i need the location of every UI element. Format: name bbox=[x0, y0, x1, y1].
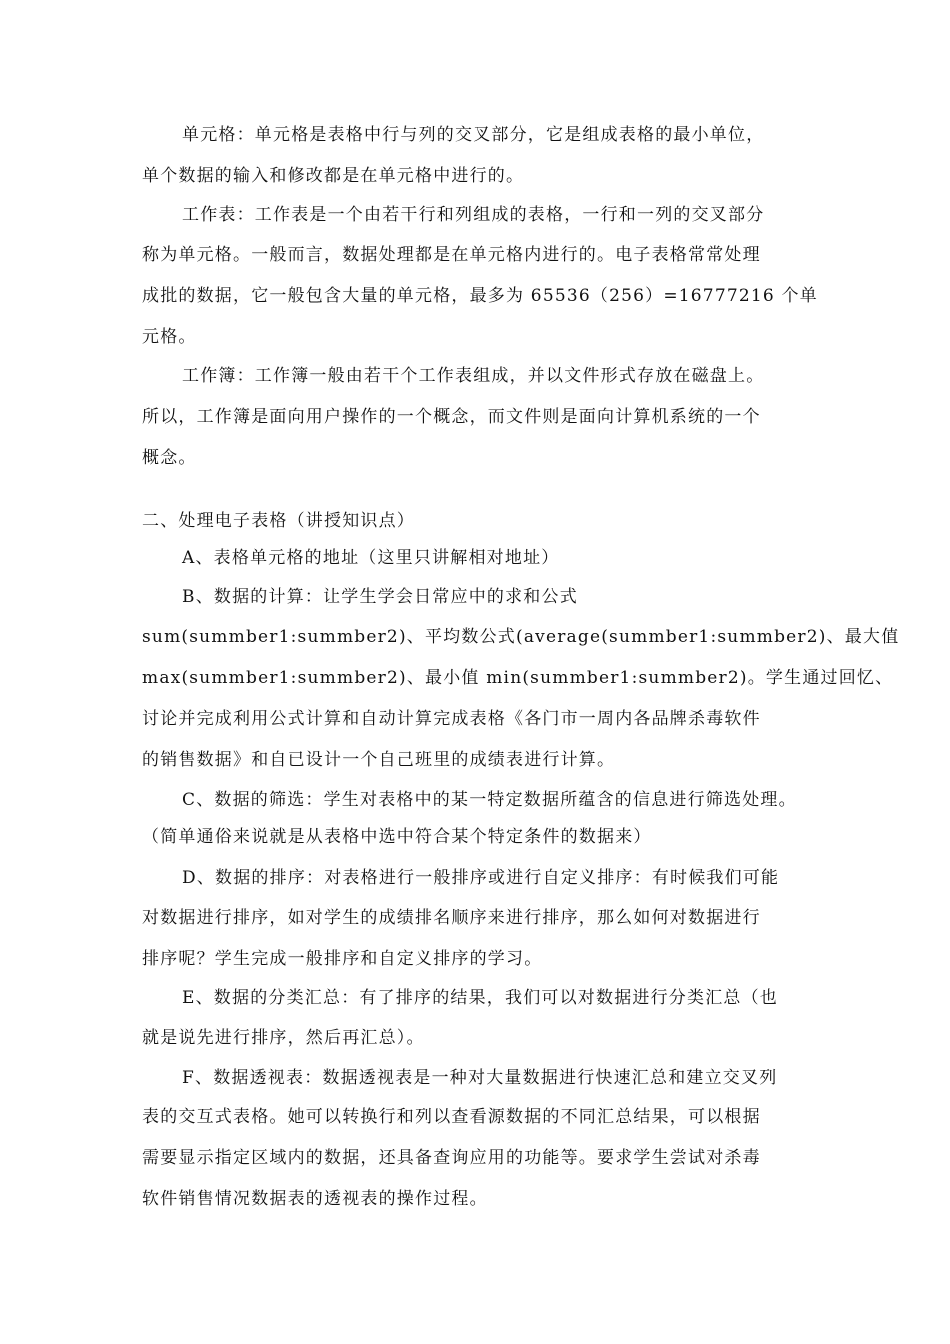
text-line: E、数据的分类汇总：有了排序的结果，我们可以对数据进行分类汇总（也 bbox=[182, 988, 779, 1008]
text-line: （简单通俗来说就是从表格中选中符合某个特定条件的数据来） bbox=[142, 827, 652, 847]
text-line: B、数据的计算：让学生学会日常应中的求和公式 bbox=[182, 587, 578, 607]
text-line: 称为单元格。一般而言，数据处理都是在单元格内进行的。电子表格常常处理 bbox=[142, 245, 761, 265]
text-line: 的销售数据》和自已设计一个自己班里的成绩表进行计算。 bbox=[142, 750, 616, 770]
text-line: D、数据的排序：对表格进行一般排序或进行自定义排序：有时候我们可能 bbox=[182, 868, 780, 888]
text-line: 软件销售情况数据表的透视表的操作过程。 bbox=[142, 1189, 488, 1209]
text-line: F、数据透视表：数据透视表是一种对大量数据进行快速汇总和建立交叉列 bbox=[182, 1068, 778, 1088]
text-line: 单个数据的输入和修改都是在单元格中进行的。 bbox=[142, 166, 525, 186]
text-line: sum(summber1:summber2)、平均数公式(average(summber1:summber2)、最大值 bbox=[142, 627, 900, 647]
text-line: 对数据进行排序，如对学生的成绩排名顺序来进行排序，那么如何对数据进行 bbox=[142, 908, 761, 928]
text-line: max(summber1:summber2)、最小值 min(summber1:summber2)。学生通过回忆、 bbox=[142, 668, 894, 688]
text-line: 元格。 bbox=[142, 327, 197, 347]
text-line: 就是说先进行排序，然后再汇总）。 bbox=[142, 1028, 425, 1048]
text-line: 单元格：单元格是表格中行与列的交叉部分，它是组成表格的最小单位， bbox=[182, 125, 765, 145]
text-line: 表的交互式表格。她可以转换行和列以查看源数据的不同汇总结果，可以根据 bbox=[142, 1107, 761, 1127]
section-heading: 二、处理电子表格（讲授知识点） bbox=[142, 511, 415, 531]
text-line: C、数据的筛选：学生对表格中的某一特定数据所蕴含的信息进行筛选处理。 bbox=[182, 790, 797, 810]
text-line: 工作簿：工作簿一般由若干个工作表组成，并以文件形式存放在磁盘上。 bbox=[182, 366, 765, 386]
text-line: A、表格单元格的地址（这里只讲解相对地址） bbox=[182, 548, 560, 568]
text-line: 需要显示指定区域内的数据，还具备查询应用的功能等。要求学生尝试对杀毒 bbox=[142, 1148, 761, 1168]
text-line: 排序呢？学生完成一般排序和自定义排序的学习。 bbox=[142, 949, 543, 969]
text-line: 概念。 bbox=[142, 448, 197, 468]
text-line: 所以，工作簿是面向用户操作的一个概念，而文件则是面向计算机系统的一个 bbox=[142, 407, 761, 427]
text-line: 成批的数据，它一般包含大量的单元格，最多为 65536（256）=16777216 个单 bbox=[142, 286, 818, 306]
text-line: 工作表：工作表是一个由若干行和列组成的表格，一行和一列的交叉部分 bbox=[182, 205, 765, 225]
text-line: 讨论并完成利用公式计算和自动计算完成表格《各门市一周内各品牌杀毒软件 bbox=[142, 709, 761, 729]
